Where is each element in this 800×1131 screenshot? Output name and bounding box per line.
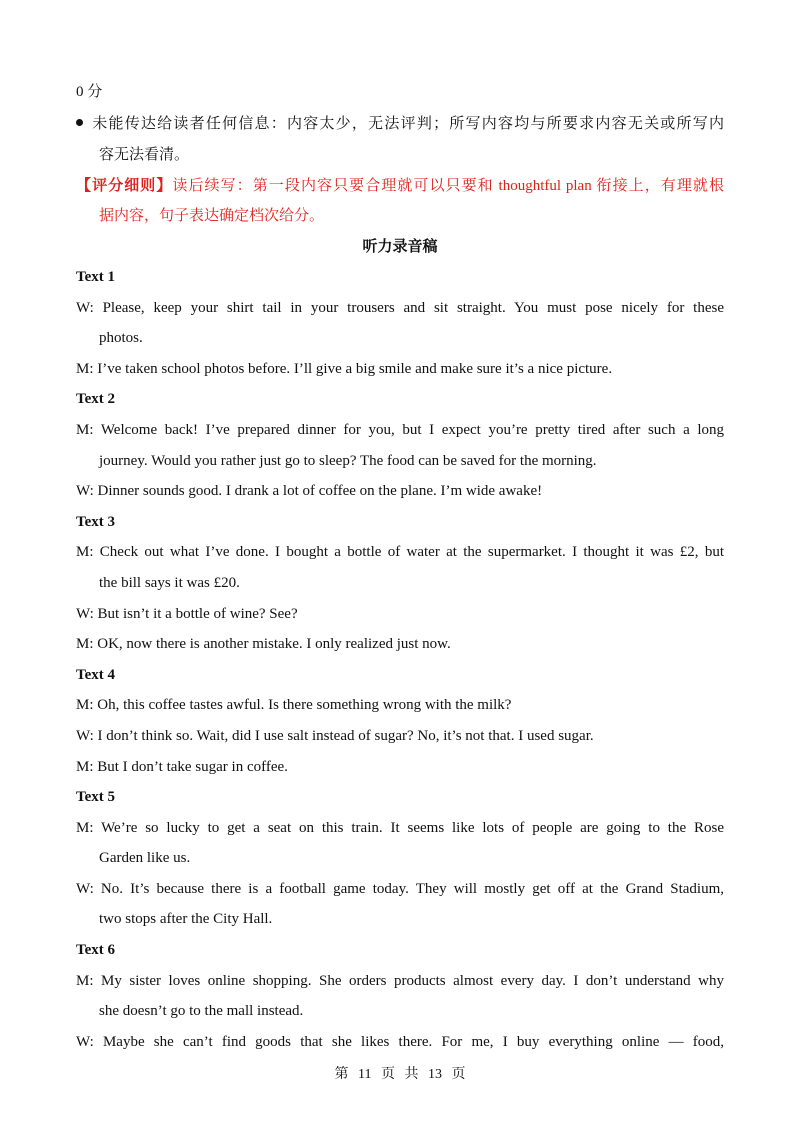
text-label: Text 5 bbox=[76, 789, 116, 805]
dialogue-line: M: Oh, this coffee tastes awful. Is there something wrong with the milk? bbox=[76, 697, 512, 713]
dialogue-line: Garden like us. bbox=[99, 850, 191, 866]
dialogue-line: M: But I don’t take sugar in coffee. bbox=[76, 759, 288, 775]
rubric-line1 bbox=[76, 176, 724, 196]
dialogue-line: M: I’ve taken school photos before. I’ll give a big smile and make sure it’s a nice picture. bbox=[76, 361, 613, 377]
dialogue-line: W: But isn’t it a bottle of wine? See? bbox=[76, 606, 298, 622]
dialogue-line: two stops after the City Hall. bbox=[99, 911, 273, 927]
dialogue-line: W: I don’t think so. Wait, did I use salt instead of sugar? No, it’s not that. I used sugar. bbox=[76, 728, 594, 744]
dialogue-line: W: Maybe she can’t find goods that she likes there. For me, I buy everything online — food, bbox=[76, 1034, 724, 1050]
dialogue-line: photos. bbox=[99, 330, 143, 346]
bullet-icon bbox=[76, 119, 83, 126]
text-label: Text 1 bbox=[76, 269, 116, 285]
dialogue-line: W: No. It’s because there is a football game today. They will mostly get off at the Grand Stadium, bbox=[76, 881, 724, 897]
bullet-text-line2: 容无法看清。 bbox=[99, 147, 190, 163]
dialogue-line: she doesn’t go to the mall instead. bbox=[99, 1003, 304, 1019]
dialogue-line: W: Please, keep your shirt tail in your trousers and sit straight. You must pose nicely for these bbox=[76, 300, 724, 316]
rubric-text-line2: 据内容，句子表达确定档次给分。 bbox=[99, 208, 325, 224]
page-footer: 第 11 页 共 13 页 bbox=[334, 1067, 466, 1082]
dialogue-line: M: We’re so lucky to get a seat on this train. It seems like lots of people are going to the Rose bbox=[76, 820, 724, 836]
dialogue-line: journey. Would you rather just go to sleep? The food can be saved for the morning. bbox=[99, 453, 597, 469]
rubric-bracket: 【评分细则】 bbox=[76, 178, 173, 194]
dialogue-line: M: My sister loves online shopping. She orders products almost every day. I don’t understand why bbox=[76, 973, 724, 989]
bullet-item bbox=[76, 114, 724, 134]
text-label: Text 2 bbox=[76, 391, 116, 407]
score-label: 0 分 bbox=[76, 84, 103, 100]
dialogue-line: M: Welcome back! I’ve prepared dinner for you, but I expect you’re pretty tired after such a long bbox=[76, 422, 724, 438]
text-label: Text 4 bbox=[76, 667, 116, 683]
dialogue-line: the bill says it was £20. bbox=[99, 575, 240, 591]
text-label: Text 6 bbox=[76, 942, 116, 958]
dialogue-line: W: Dinner sounds good. I drank a lot of coffee on the plane. I’m wide awake! bbox=[76, 483, 543, 499]
page-title: 听力录音稿 bbox=[362, 239, 438, 255]
dialogue-line: M: Check out what I’ve done. I bought a bottle of water at the supermarket. I thought it was £2, but bbox=[76, 544, 724, 560]
bullet-text-line1: 未能传达给读者任何信息：内容太少，无法评判；所写内容均与所要求内容无关或所写内 bbox=[91, 116, 724, 132]
rubric-text-line1: 读后续写：第一段内容只要合理就可以只要和 thoughtful plan 衔接上，有理就根 bbox=[172, 178, 724, 194]
text-label: Text 3 bbox=[76, 514, 116, 530]
dialogue-line: M: OK, now there is another mistake. I only realized just now. bbox=[76, 636, 451, 652]
